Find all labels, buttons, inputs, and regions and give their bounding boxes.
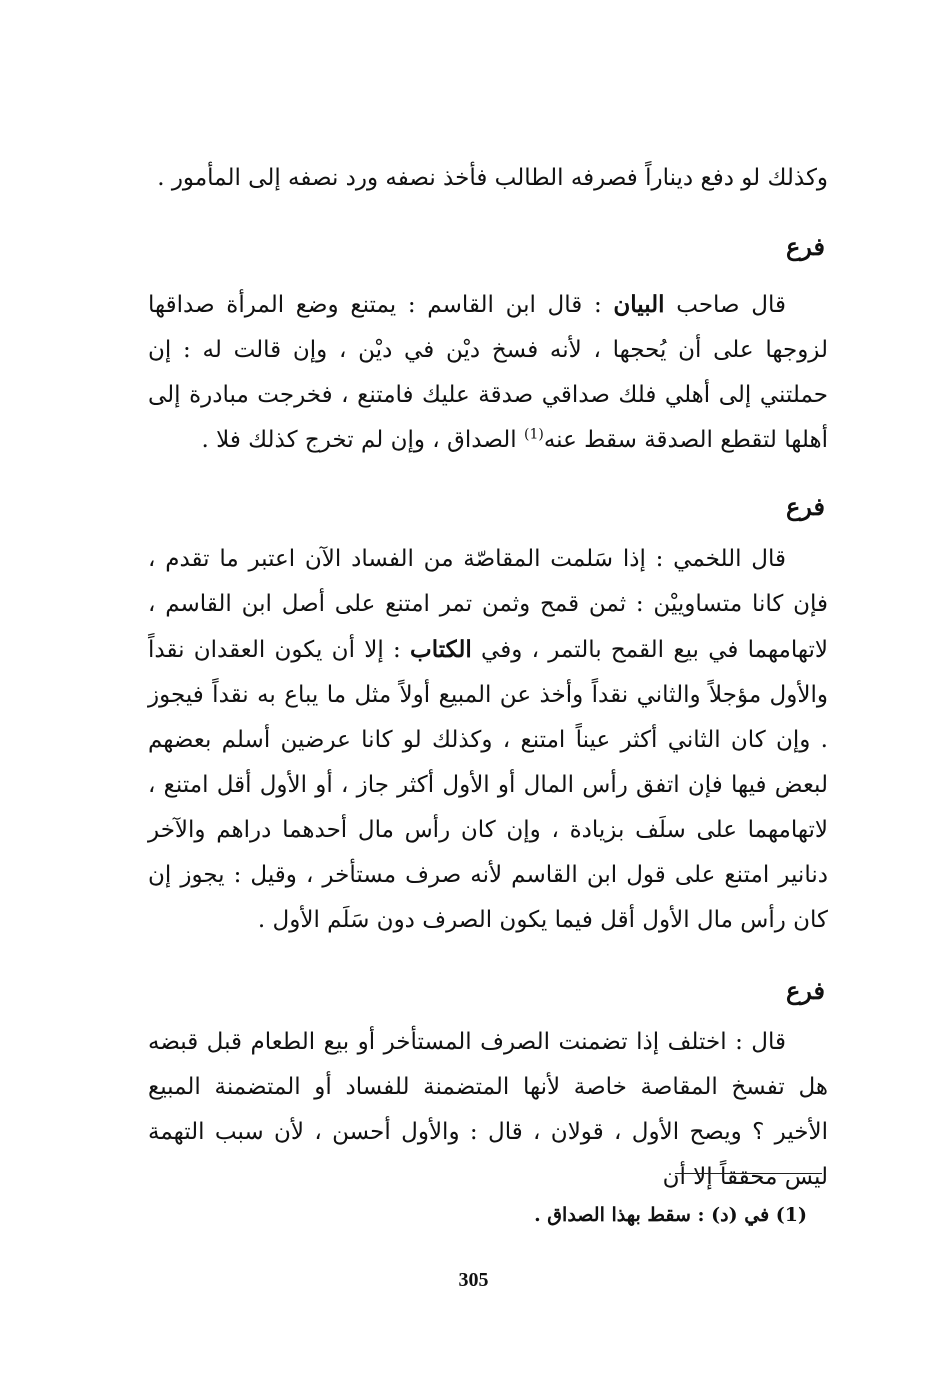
book-title-kitab: الكتاب [410, 636, 472, 663]
paragraph-body: قال : اختلف إذا تضمنت الصرف المستأخر أو بيع الطعام قبل قبضه هل تفسخ المقاصة خاصة لأنها المتضمنة للفساد أو المتضمنة المبيع الأخير ؟ ويصح الأول ، قولان ، قال : والأول أحسن ، لأن سبب التهمة ليس محققاً إلا أن [148, 1029, 828, 1190]
paragraph-lead: قال صاحب [664, 292, 786, 318]
footnote: (1) في (د) : سقط بهذا الصداق . [534, 1204, 807, 1226]
section-heading-3: فرع [785, 976, 825, 1005]
section-heading-1: فرع [785, 232, 825, 261]
section-paragraph-2 [148, 537, 828, 943]
section-heading-2: فرع [785, 492, 825, 521]
book-title-bayan: البيان [613, 291, 665, 318]
opening-paragraph: وكذلك لو دفع ديناراً فصرفه الطالب فأخذ نصفه ورد نصفه إلى المأمور . [157, 165, 828, 191]
footnote-divider [675, 1173, 822, 1174]
paragraph-body: : قال ابن القاسم : يمتنع وضع المرأة صداقها لزوجها على أن يُحجها ، لأنه فسخ ديْن في ديْن ، وإن قالت له : إن حملتني إلى أهلي فلك صداقي صدقة عليك فامتنع ، فخرجت مبادرة إلى أهلها لتقطع الصدقة سقط عنه [148, 292, 828, 453]
paragraph-body-end: الصداق ، وإن لم تخرج كذلك فلا . [201, 427, 524, 453]
paragraph-body: : إلا أن يكون العقدان نقداً والأول مؤجلاً والثاني نقداً وأخذ عن المبيع أولاً مثل ما يباع به نقداً فيجوز . وإن كان الثاني أكثر عيناً امتنع ، وكذلك لو كانا عرضين أسلم بعضهم لبعض فيها فإن اتفق رأس المال أو الأول أكثر جاز ، أو الأول أقل امتنع ، لاتهامهما على سلَف بزيادة ، وإن كان رأس مال أحدهما دراهم والآخر دنانير امتنع على قول ابن القاسم لأنه صرف مستأخر ، وقيل : يجوز إن كان رأس مال الأول أقل فيما يكون الصرف دون سَلَم الأول . [148, 637, 828, 933]
page-number: 305 [458, 1269, 489, 1291]
paragraph-lead: قال اللخمي : إذا سَلمت المقاصّة من الفساد الآن اعتبر ما تقدم ، فإن كانا متساوييْن : ثمن قمح وثمن تمر امتنع على أصل ابن القاسم ، لاتهامهما في بيع القمح بالتمر ، وفي [148, 546, 828, 663]
footnote-marker: (1) [523, 426, 544, 443]
section-paragraph-1 [148, 282, 828, 463]
